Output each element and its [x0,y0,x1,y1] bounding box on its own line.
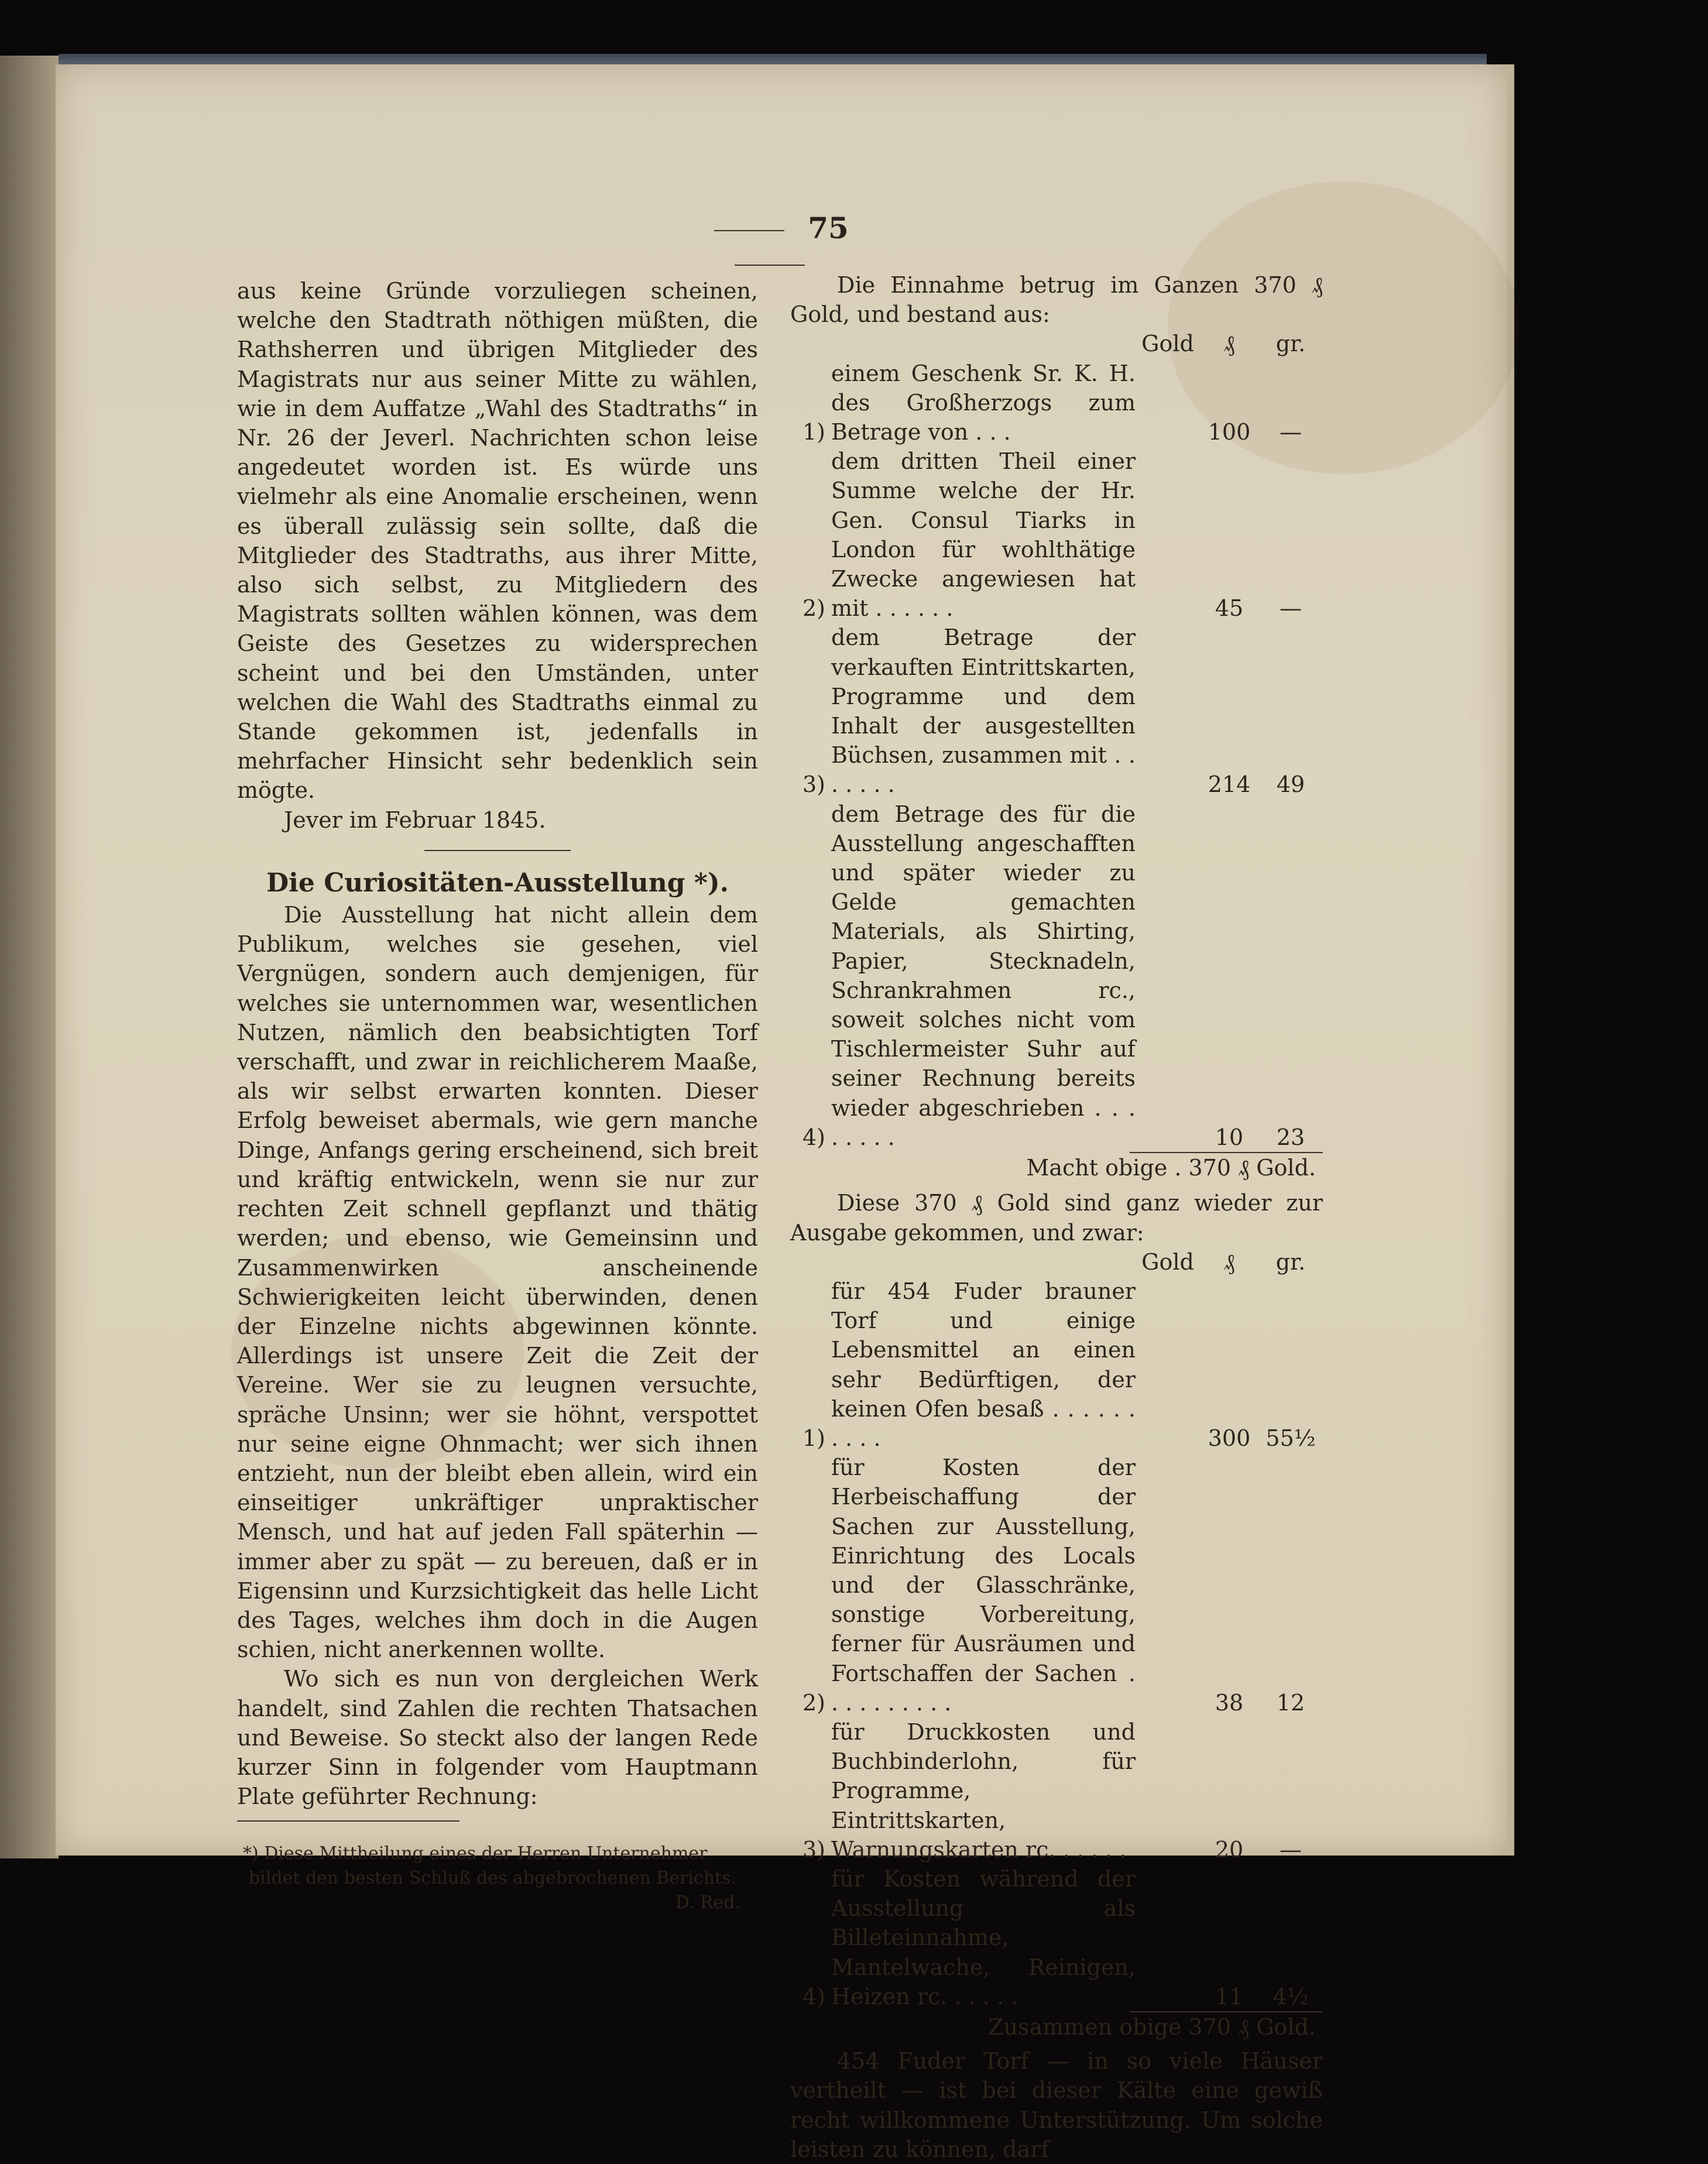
entry-thaler: 38 [1215,1689,1244,1716]
paragraph: Wo sich es nun von dergleichen Werk handelt, sind Zahlen die rechten Thatsachen und Beweise. So steckt also der langen Rede kurzer Sinn in folgender vom Hauptmann Plate geführter Rechnung: [237,1666,758,1810]
entry-groschen: — [1280,419,1302,445]
entry-text: für 454 Fuder brauner Torf und einige Lebensmittel an einen sehr Bedürftigen, der keinen Ofen besaß . . . . . . . . . . [831,1278,1136,1451]
entry-thaler: 11 [1215,1983,1244,2009]
entry-number: 2) [802,1689,825,1716]
entry-text: dem Betrage des für die Ausstellung angeschafften und später wieder zu Gelde gemachten Materials, als Shirting, Papier, Stecknadeln, Schrankrahmen rc., soweit solches nicht vom Tischlermeister Suhr auf seiner Rechnung bereits wieder abgeschrieben . . . . . . . . [831,801,1136,1150]
expense-list [790,1277,1323,2011]
header-thaler: ₰ [1223,331,1235,357]
ledger-entry [790,1453,1323,1717]
facing-page-edge [0,56,59,1858]
header-thaler: ₰ [1223,1249,1235,1275]
entry-thaler: 300 [1208,1425,1251,1451]
paragraph: aus keine Gründe vorzuliegen scheinen, welche den Stadtrath nöthigen müßten, die Rathsherren und übrigen Mitglieder des Magistrats nur aus seiner Mitte zu wählen, wie in dem Auffatze „Wahl des Stadtraths“ in Nr. 26 der Jeverl. Nachrichten schon leise angedeutet worden ist. Es würde uns vielmehr als eine Anomalie erscheinen, wenn es überall zulässig sein sollte, daß die Mitglieder des Stadtraths, aus ihrer Mitte, also sich selbst, zu Mitgliedern des Magistrats sollten wählen können, was dem Geiste des Gesetzes zu widersprechen scheint und bei den Umständen, unter welchen die Wahl des Stadtraths einmal zu Stande gekommen ist, jedenfalls in mehrfacher Hinsicht sehr bedenklich sein mögte. [237,278,758,804]
entry-groschen: 55½ [1265,1425,1316,1451]
income-total: Macht obige . 370 ₰ Gold. [1026,1155,1316,1181]
header-gold: Gold [1141,1249,1194,1275]
footnote-divider [237,1820,459,1822]
ledger-entry [790,800,1323,1152]
article-heading: Die Curiositäten-Ausstellung *). [266,867,729,898]
entry-groschen: — [1280,1836,1302,1863]
entry-number: 1) [802,1425,825,1451]
footnote-signature: D. Red. [675,1892,740,1913]
expense-intro: Diese 370 ₰ Gold sind ganz wieder zur Ausgabe gekommen, und zwar: [790,1190,1323,1246]
footnote: *) Diese Mittheilung eines der Herren Unternehmer bildet den besten Schluß des abgebrochenen Berichts. [243,1843,737,1889]
entry-text: einem Geschenk Sr. K. H. des Großherzogs zum Betrage von . . . [831,360,1136,445]
header-groschen: gr. [1275,331,1306,357]
left-column [237,276,758,1915]
entry-groschen: 12 [1276,1689,1305,1716]
entry-text: für Kosten der Herbeischaffung der Sachen zur Ausstellung, Einrichtung des Locals und der Glasschränke, sonstige Vorbereitung, ferner für Ausräumen und Fortschaffen der Sachen . . . . . . . . . . [831,1455,1136,1716]
column-headers [790,1247,1323,1277]
entry-text: für Druckkosten und Buchbinderlohn, für Programme, Eintrittskarten, Warnungskarten rc. . . . . . [831,1719,1136,1863]
ledger-entry [790,1864,1323,2011]
page-number-text: 75 [808,211,849,245]
page-number [635,211,904,280]
entry-thaler: 100 [1208,419,1251,445]
ledger-entry [790,359,1323,447]
entry-thaler: 20 [1215,1836,1244,1863]
entry-text: dem dritten Theil einer Summe welche der Hr. Gen. Consul Tiarks in London für wohlthätige Zwecke angewiesen hat mit . . . . . . [831,448,1136,622]
entry-groschen: 4½ [1273,1983,1309,2009]
dateline: Jever im Februar 1845. [284,807,546,833]
entry-thaler: 214 [1208,771,1251,798]
ledger-entry [790,1277,1323,1453]
entry-groschen: — [1280,595,1302,622]
entry-number: 4) [802,1124,825,1150]
entry-number: 3) [802,1836,825,1863]
column-headers [790,329,1323,358]
header-groschen: gr. [1275,1249,1306,1275]
divider [714,230,784,231]
entry-number: 3) [802,771,825,798]
entry-thaler: 10 [1215,1124,1244,1150]
entry-number: 2) [802,595,825,622]
entry-text: für Kosten während der Ausstellung als Billeteinnahme, Mantelwache, Reinigen, Heizen rc. . . . . . [831,1865,1136,2009]
entry-number: 1) [802,419,825,445]
entry-thaler: 45 [1215,595,1244,622]
income-intro: Die Einnahme betrug im Ganzen 370 ₰ Gold, und bestand aus: [790,272,1323,328]
entry-number: 4) [802,1983,825,2009]
ledger-entry [790,447,1323,623]
ledger-entry [790,1717,1323,1864]
closing-paragraph: 454 Fuder Torf — in so viele Häuser vertheilt — ist bei dieser Kälte eine gewiß recht willkommene Unterstützung. Um solche leisten zu können, darf [790,2048,1323,2162]
ledger-entry [790,623,1323,799]
income-list [790,359,1323,1152]
divider [735,265,805,266]
right-column [790,270,1323,2164]
expense-total: Zusammen obige 370 ₰ Gold. [988,2014,1316,2040]
section-divider [424,850,571,851]
entry-text: dem Betrage der verkauften Eintrittskarten, Programme und dem Inhalt der ausgestellten Büchsen, zusammen mit . . . . . . . [831,625,1136,798]
entry-groschen: 23 [1276,1124,1305,1150]
entry-groschen: 49 [1276,771,1305,798]
paragraph: Die Ausstellung hat nicht allein dem Publikum, welches sie gesehen, viel Vergnügen, sondern auch demjenigen, für welches sie unternommen war, wesentlichen Nutzen, nämlich den beabsichtigten Torf verschafft, und zwar in reichlicherem Maaße, als wir selbst erwarten konnten. Dieser Erfolg beweiset abermals, wie gern manche Dinge, Anfangs gering erscheinend, sich breit und kräftig entwickeln, wenn sie nur zur rechten Zeit schnell gepflanzt und thätig werden; und ebenso, wie Gemeinsinn und Zusammenwirken anscheinende Schwierigkeiten leicht überwinden, denen der Einzelne nichts abgewinnen könnte. Allerdings ist unsere Zeit die Zeit der Vereine. Wer sie zu leugnen versuchte, spräche Unsinn; wer sie höhnt, verspottet nur seine eigne Ohnmacht; wer sich ihnen entzieht, nun der bleibt eben allein, wird ein einseitiger unkräftiger unpraktischer Mensch, und hat auf jeden Fall späterhin — immer aber zu spät — zu bereuen, daß er in Eigensinn und Kurzsichtigkeit das helle Licht des Tages, welches ihm doch in die Augen schien, nicht anerkennen wollte. [237,902,758,1663]
header-gold: Gold [1141,331,1194,357]
